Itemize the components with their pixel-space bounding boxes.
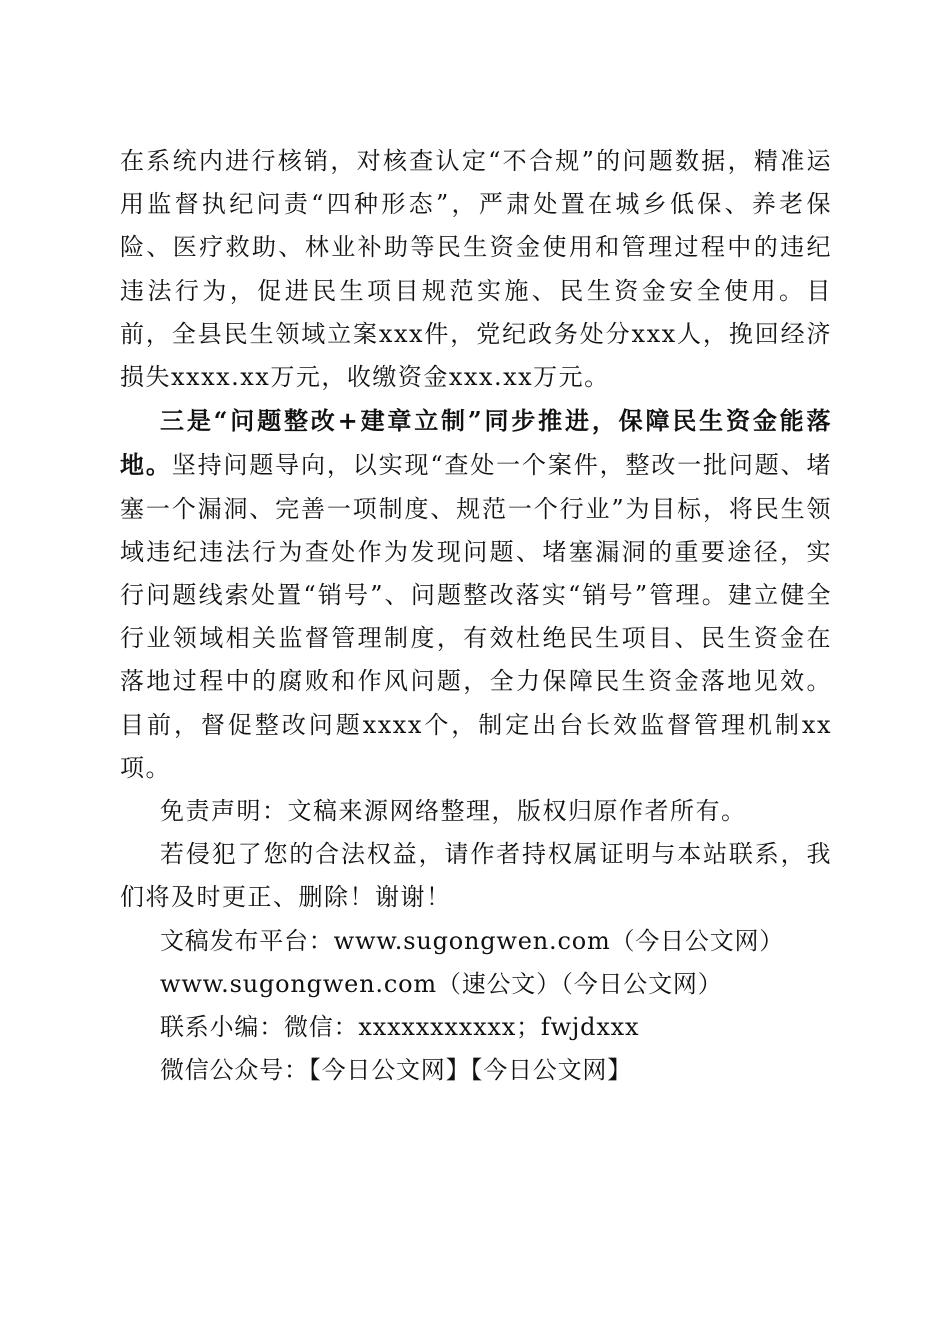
paragraph-three <box>120 399 832 790</box>
paragraph-three-body: 坚持问题导向，以实现“查处一个案件，整改一批问题、堵塞一个漏洞、完善一项制度、规范一个行业”为目标，将民生领域违纪违法行为查处作为发现问题、堵塞漏洞的重要途径，实行问题线索处置“销号”、问题整改落实“销号”管理。建立健全行业领域相关监督管理制度，有效杜绝民生项目、民生资金在落地过程中的腐败和作风问题，全力保障民生资金落地见效。目前，督促整改问题xxxx个，制定出台长效监督管理机制xx项。 <box>120 451 833 782</box>
document-body <box>120 140 832 1092</box>
site-line: www.sugongwen.com（速公文）（今日公文网） <box>160 969 723 998</box>
contact-line: 联系小编：微信：xxxxxxxxxxx；fwjdxxx <box>160 1013 640 1042</box>
infringement-notice: 若侵犯了您的合法权益，请作者持权属证明与本站联系，我们将及时更正、删除！谢谢！ <box>120 840 832 912</box>
wechat-account-line: 微信公众号：【今日公文网】【今日公文网】 <box>160 1056 632 1085</box>
paragraph-continued: 在系统内进行核销，对核查认定“不合规”的问题数据，精准运用监督执纪问责“四种形态”，严肃处置在城乡低保、养老保险、医疗救助、林业补助等民生资金使用和管理过程中的违纪违法行为，促进民生项目规范实施、民生资金安全使用。目前，全县民生领域立案xxx件，党纪政务处分xxx人，挽回经济损失xxxx.xx万元，收缴资金xxx.xx万元。 <box>120 147 832 392</box>
publish-platform-line: 文稿发布平台：www.sugongwen.com（今日公文网） <box>160 926 785 955</box>
paragraph-three-lead: 三是“问题整改+建章立制”同步推进，保障民生资金能落地。 <box>120 406 832 480</box>
disclaimer-text: 免责声明：文稿来源网络整理，版权归原作者所有。 <box>160 797 747 826</box>
